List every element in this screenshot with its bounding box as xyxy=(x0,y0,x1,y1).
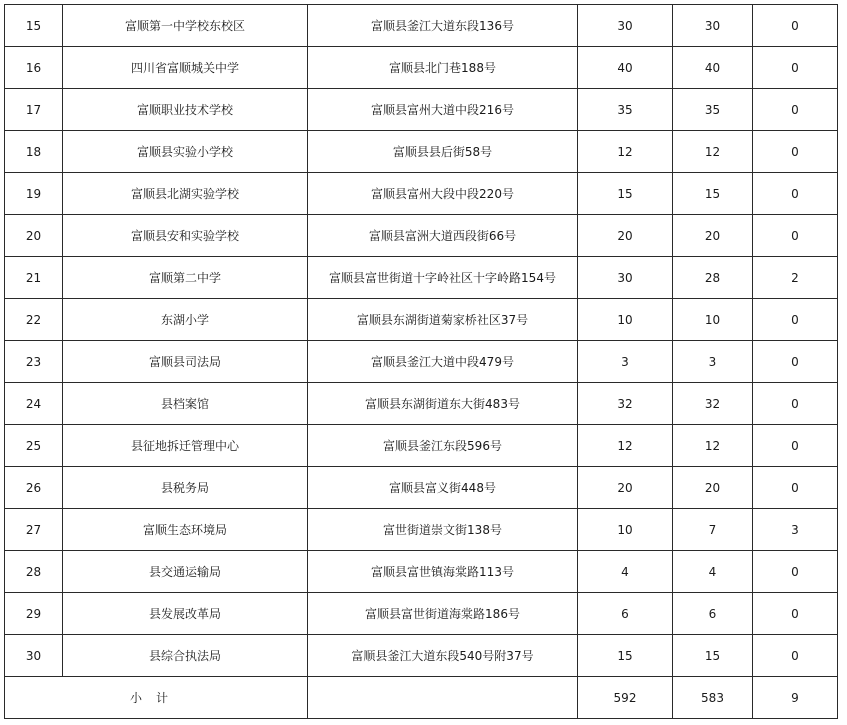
value-a: 10 xyxy=(578,299,673,341)
row-number: 28 xyxy=(5,551,63,593)
value-c: 0 xyxy=(753,593,838,635)
value-a: 20 xyxy=(578,467,673,509)
table-row xyxy=(5,89,838,131)
row-number: 25 xyxy=(5,425,63,467)
unit-address: 富顺县富州大段中段220号 xyxy=(308,173,578,215)
value-c: 2 xyxy=(753,257,838,299)
value-c: 0 xyxy=(753,89,838,131)
unit-name: 东湖小学 xyxy=(63,299,308,341)
subtotal-value-b: 583 xyxy=(673,677,753,719)
row-number: 27 xyxy=(5,509,63,551)
table-row xyxy=(5,341,838,383)
unit-address: 富世街道崇文街138号 xyxy=(308,509,578,551)
unit-name: 四川省富顺城关中学 xyxy=(63,47,308,89)
value-c: 0 xyxy=(753,131,838,173)
value-b: 15 xyxy=(673,635,753,677)
value-c: 0 xyxy=(753,47,838,89)
value-a: 30 xyxy=(578,5,673,47)
value-b: 4 xyxy=(673,551,753,593)
subtotal-value-a: 592 xyxy=(578,677,673,719)
value-a: 3 xyxy=(578,341,673,383)
row-number: 19 xyxy=(5,173,63,215)
table-row xyxy=(5,5,838,47)
value-c: 0 xyxy=(753,215,838,257)
unit-name: 县发展改革局 xyxy=(63,593,308,635)
unit-name: 富顺县司法局 xyxy=(63,341,308,383)
table-row xyxy=(5,257,838,299)
unit-address: 富顺县富世街道十字岭社区十字岭路154号 xyxy=(308,257,578,299)
unit-name: 县税务局 xyxy=(63,467,308,509)
unit-name: 县综合执法局 xyxy=(63,635,308,677)
value-c: 0 xyxy=(753,383,838,425)
value-b: 7 xyxy=(673,509,753,551)
unit-address: 富顺县东湖街道东大街483号 xyxy=(308,383,578,425)
row-number: 15 xyxy=(5,5,63,47)
unit-name: 富顺第二中学 xyxy=(63,257,308,299)
value-b: 28 xyxy=(673,257,753,299)
unit-address: 富顺县釜江东段596号 xyxy=(308,425,578,467)
unit-name: 县征地拆迁管理中心 xyxy=(63,425,308,467)
value-b: 3 xyxy=(673,341,753,383)
row-number: 22 xyxy=(5,299,63,341)
value-b: 6 xyxy=(673,593,753,635)
value-b: 35 xyxy=(673,89,753,131)
value-a: 10 xyxy=(578,509,673,551)
value-c: 0 xyxy=(753,467,838,509)
table-row xyxy=(5,467,838,509)
table-row xyxy=(5,425,838,467)
value-b: 20 xyxy=(673,467,753,509)
subtotal-row xyxy=(5,677,838,719)
data-table xyxy=(4,4,838,719)
unit-name: 富顺县北湖实验学校 xyxy=(63,173,308,215)
unit-address: 富顺县富世镇海棠路113号 xyxy=(308,551,578,593)
value-a: 4 xyxy=(578,551,673,593)
value-b: 10 xyxy=(673,299,753,341)
subtotal-value-c: 9 xyxy=(753,677,838,719)
unit-address: 富顺县东湖街道菊家桥社区37号 xyxy=(308,299,578,341)
value-b: 12 xyxy=(673,425,753,467)
value-a: 35 xyxy=(578,89,673,131)
table-row xyxy=(5,383,838,425)
parking-table-sheet xyxy=(4,4,838,719)
unit-address: 富顺县富州大道中段216号 xyxy=(308,89,578,131)
value-c: 0 xyxy=(753,425,838,467)
value-c: 0 xyxy=(753,5,838,47)
value-a: 30 xyxy=(578,257,673,299)
row-number: 21 xyxy=(5,257,63,299)
subtotal-address-empty xyxy=(308,677,578,719)
value-a: 32 xyxy=(578,383,673,425)
table-body xyxy=(5,5,838,719)
unit-address: 富顺县釜江大道中段479号 xyxy=(308,341,578,383)
subtotal-label: 小计 xyxy=(5,677,308,719)
unit-address: 富顺县釜江大道东段136号 xyxy=(308,5,578,47)
unit-name: 县档案馆 xyxy=(63,383,308,425)
value-a: 40 xyxy=(578,47,673,89)
value-a: 12 xyxy=(578,131,673,173)
value-c: 0 xyxy=(753,299,838,341)
row-number: 23 xyxy=(5,341,63,383)
value-b: 15 xyxy=(673,173,753,215)
unit-address: 富顺县富洲大道西段街66号 xyxy=(308,215,578,257)
unit-name: 富顺第一中学校东校区 xyxy=(63,5,308,47)
unit-name: 富顺职业技术学校 xyxy=(63,89,308,131)
row-number: 30 xyxy=(5,635,63,677)
table-row xyxy=(5,635,838,677)
value-a: 6 xyxy=(578,593,673,635)
unit-name: 富顺生态环境局 xyxy=(63,509,308,551)
value-a: 15 xyxy=(578,635,673,677)
row-number: 24 xyxy=(5,383,63,425)
table-row xyxy=(5,215,838,257)
value-c: 0 xyxy=(753,341,838,383)
value-a: 12 xyxy=(578,425,673,467)
table-row xyxy=(5,47,838,89)
value-a: 15 xyxy=(578,173,673,215)
table-row xyxy=(5,509,838,551)
value-a: 20 xyxy=(578,215,673,257)
value-c: 0 xyxy=(753,635,838,677)
unit-name: 县交通运输局 xyxy=(63,551,308,593)
unit-address: 富顺县富世街道海棠路186号 xyxy=(308,593,578,635)
table-row xyxy=(5,173,838,215)
value-b: 20 xyxy=(673,215,753,257)
value-b: 40 xyxy=(673,47,753,89)
unit-name: 富顺县安和实验学校 xyxy=(63,215,308,257)
table-row xyxy=(5,551,838,593)
table-row xyxy=(5,131,838,173)
row-number: 18 xyxy=(5,131,63,173)
row-number: 16 xyxy=(5,47,63,89)
table-row xyxy=(5,593,838,635)
unit-name: 富顺县实验小学校 xyxy=(63,131,308,173)
value-b: 12 xyxy=(673,131,753,173)
unit-address: 富顺县富义街448号 xyxy=(308,467,578,509)
value-b: 32 xyxy=(673,383,753,425)
unit-address: 富顺县北门巷188号 xyxy=(308,47,578,89)
value-c: 0 xyxy=(753,551,838,593)
row-number: 20 xyxy=(5,215,63,257)
value-c: 3 xyxy=(753,509,838,551)
table-row xyxy=(5,299,838,341)
unit-address: 富顺县县后街58号 xyxy=(308,131,578,173)
row-number: 29 xyxy=(5,593,63,635)
value-c: 0 xyxy=(753,173,838,215)
row-number: 17 xyxy=(5,89,63,131)
row-number: 26 xyxy=(5,467,63,509)
value-b: 30 xyxy=(673,5,753,47)
unit-address: 富顺县釜江大道东段540号附37号 xyxy=(308,635,578,677)
